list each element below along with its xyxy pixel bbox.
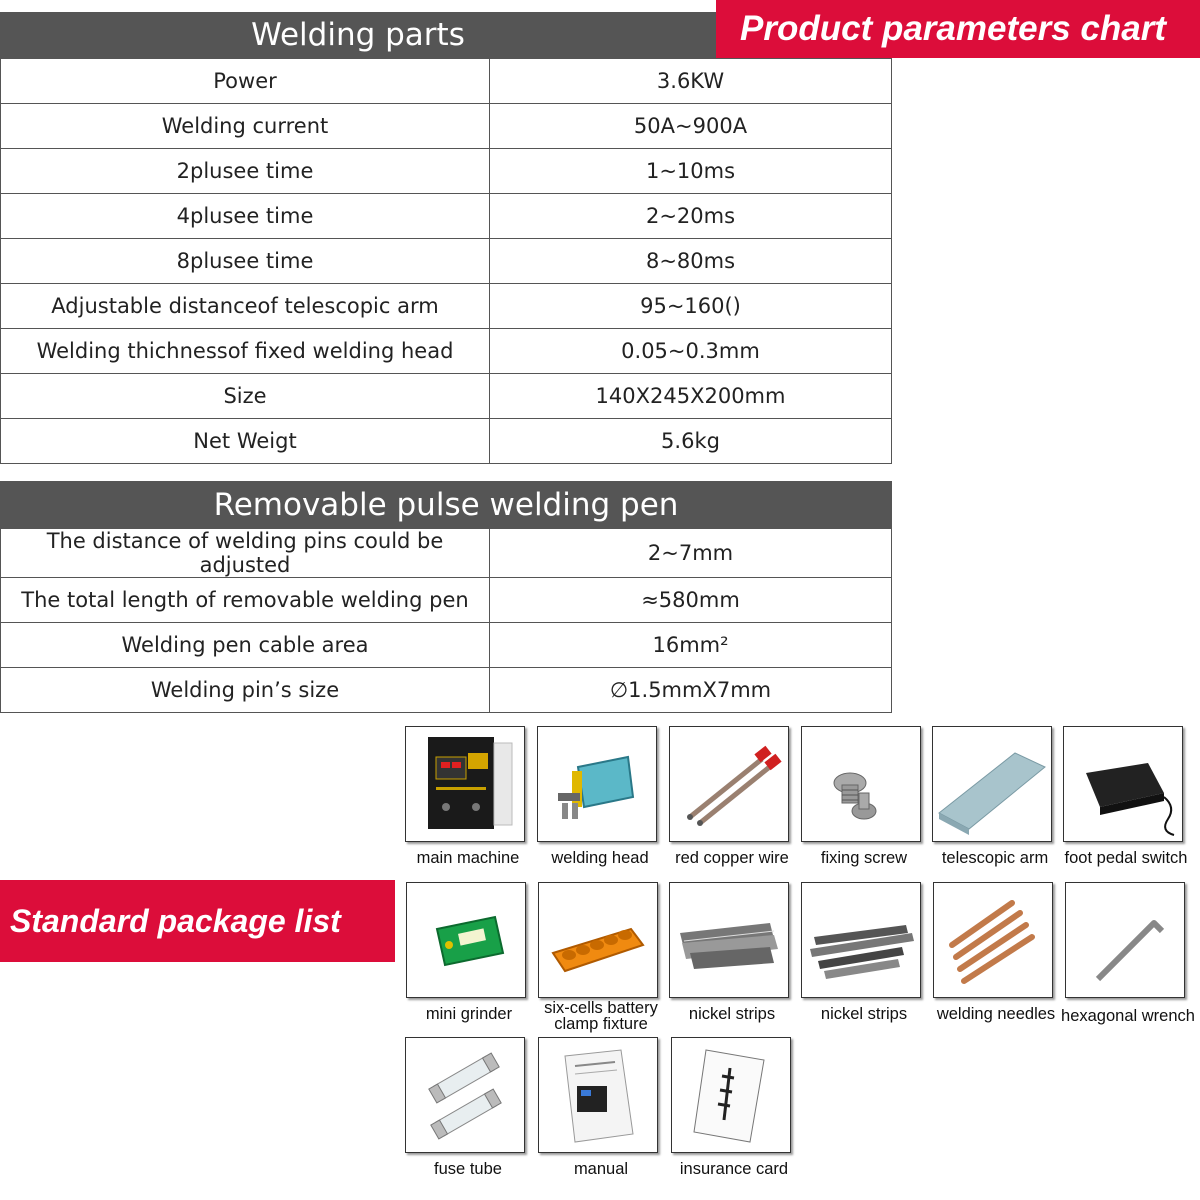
welding-parts-title: Welding parts xyxy=(0,12,716,58)
param-value: 2~20ms xyxy=(490,194,892,239)
machine-icon xyxy=(405,726,525,842)
item-caption: insurance card xyxy=(679,1160,789,1178)
param-value: 3.6KW xyxy=(490,59,892,104)
param-label: Net Weigt xyxy=(1,419,490,464)
param-value: 140X245X200mm xyxy=(490,374,892,419)
welding-pen-section xyxy=(0,481,892,713)
param-label: Welding current xyxy=(1,104,490,149)
manual-icon xyxy=(538,1037,658,1153)
nickel-strips-icon xyxy=(801,882,921,998)
param-label: 4plusee time xyxy=(1,194,490,239)
copper-wire-icon xyxy=(669,726,789,842)
fuse-tube-icon xyxy=(405,1037,525,1153)
telescopic-arm-icon xyxy=(932,726,1052,842)
item-caption: fixing screw xyxy=(820,849,908,867)
item-caption: nickel strips xyxy=(820,1005,908,1023)
table-row xyxy=(1,623,892,668)
param-value: 1~10ms xyxy=(490,149,892,194)
foot-pedal-icon xyxy=(1063,726,1183,842)
table-row xyxy=(1,668,892,713)
welding-pen-table xyxy=(0,528,892,713)
table-row xyxy=(1,529,892,578)
table-row xyxy=(1,374,892,419)
item-caption: mini grinder xyxy=(425,1005,513,1023)
table-row xyxy=(1,419,892,464)
param-value: ≈580mm xyxy=(490,578,892,623)
item-caption: six-cells battery clamp fixture xyxy=(544,999,658,1033)
param-label: Power xyxy=(1,59,490,104)
grinder-icon xyxy=(406,882,526,998)
param-value: 16mm² xyxy=(490,623,892,668)
param-label: Adjustable distanceof telescopic arm xyxy=(1,284,490,329)
welding-parts-section xyxy=(0,12,892,464)
table-row xyxy=(1,194,892,239)
param-value: 50A~900A xyxy=(490,104,892,149)
param-label: Welding pin’s size xyxy=(1,668,490,713)
insurance-card-icon xyxy=(671,1037,791,1153)
table-row xyxy=(1,329,892,374)
welding-needles-icon xyxy=(933,882,1053,998)
param-value: 5.6kg xyxy=(490,419,892,464)
nickel-strips-icon xyxy=(669,882,789,998)
item-caption: telescopic arm xyxy=(941,849,1049,867)
hex-wrench-icon xyxy=(1065,882,1185,998)
table-row xyxy=(1,284,892,329)
table-row xyxy=(1,149,892,194)
param-label: Welding thichnessof fixed welding head xyxy=(1,329,490,374)
table-row xyxy=(1,578,892,623)
item-caption: fuse tube xyxy=(434,1160,502,1178)
param-label: Size xyxy=(1,374,490,419)
standard-package-banner: Standard package list xyxy=(0,880,395,962)
welding-parts-table xyxy=(0,58,892,464)
item-caption: welding needles xyxy=(936,1005,1056,1023)
item-caption: foot pedal switch xyxy=(1064,849,1188,867)
table-row xyxy=(1,104,892,149)
param-value: 95~160() xyxy=(490,284,892,329)
param-value: 8~80ms xyxy=(490,239,892,284)
item-caption: welding head xyxy=(551,849,649,867)
item-caption: nickel strips xyxy=(688,1005,776,1023)
item-caption: manual xyxy=(573,1160,629,1178)
table-row xyxy=(1,59,892,104)
product-parameters-banner: Product parameters chart xyxy=(716,0,1200,58)
item-caption: red copper wire xyxy=(675,849,789,867)
param-label: 2plusee time xyxy=(1,149,490,194)
param-label: The total length of removable welding pen xyxy=(1,578,490,623)
welding-head-icon xyxy=(537,726,657,842)
item-caption: main machine xyxy=(416,849,520,867)
param-label: Welding pen cable area xyxy=(1,623,490,668)
param-value: 0.05~0.3mm xyxy=(490,329,892,374)
item-caption: hexagonal wrench xyxy=(1061,1007,1195,1025)
welding-pen-title: Removable pulse welding pen xyxy=(0,481,892,528)
param-value: ∅1.5mmX7mm xyxy=(490,668,892,713)
param-label: 8plusee time xyxy=(1,239,490,284)
table-row xyxy=(1,239,892,284)
param-value: 2~7mm xyxy=(490,529,892,578)
screw-icon xyxy=(801,726,921,842)
param-label: The distance of welding pins could be adjusted xyxy=(1,529,490,578)
battery-fixture-icon xyxy=(538,882,658,998)
